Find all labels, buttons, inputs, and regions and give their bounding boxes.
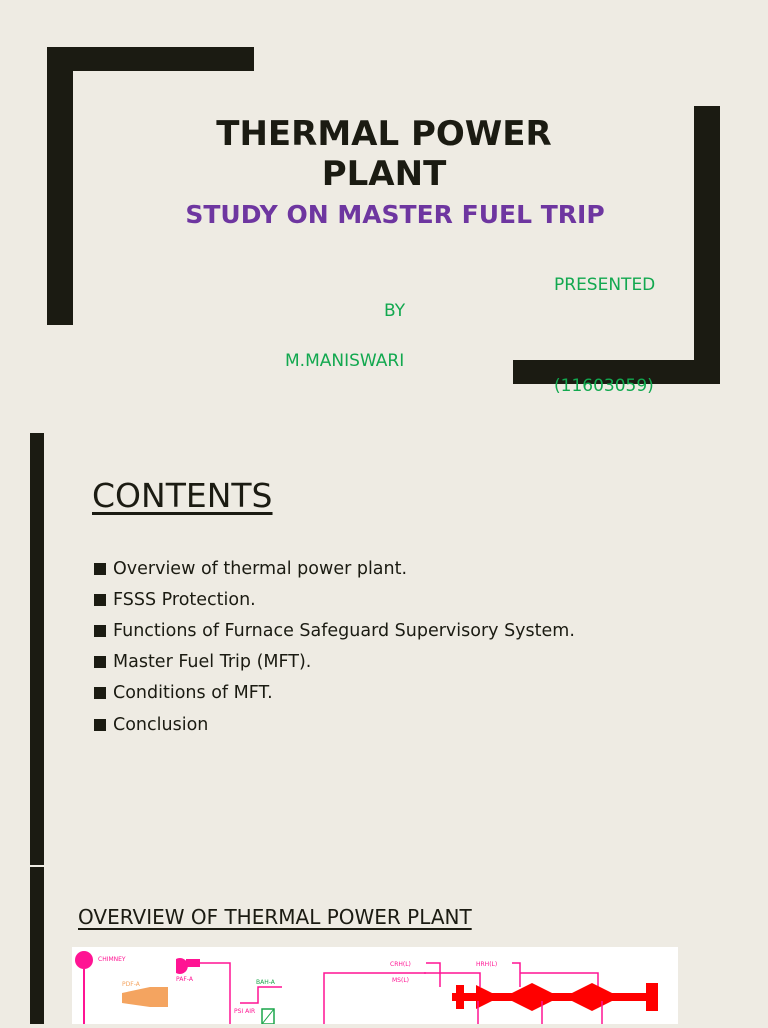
title-line-1: THERMAL POWER bbox=[216, 114, 552, 154]
ms-label: MS(L) bbox=[392, 977, 410, 984]
list-item bbox=[92, 647, 575, 678]
plant-diagram bbox=[72, 947, 678, 1024]
paf-duct-icon bbox=[186, 959, 200, 967]
list-item bbox=[92, 584, 575, 615]
title-line-2: PLANT bbox=[321, 154, 447, 194]
paf-line bbox=[200, 963, 230, 1024]
crh-label: CRH(L) bbox=[390, 961, 411, 968]
frame-top-left-vertical bbox=[47, 47, 73, 325]
bullet-square-icon bbox=[94, 719, 106, 731]
air-line bbox=[240, 987, 282, 1003]
list-item-text: Overview of thermal power plant. bbox=[113, 558, 408, 579]
lp-turbine-b-icon bbox=[592, 983, 620, 1011]
paf-label: PAF-A bbox=[176, 976, 193, 983]
pdf-label: PDF-A bbox=[122, 981, 140, 988]
left-accent-bar-2 bbox=[30, 867, 44, 1024]
bullet-square-icon bbox=[94, 563, 106, 575]
subtitle: STUDY ON MASTER FUEL TRIP bbox=[185, 200, 605, 229]
crh-line bbox=[426, 963, 440, 987]
list-item bbox=[92, 553, 575, 584]
ms-line bbox=[424, 973, 480, 987]
pdf-fan-icon bbox=[122, 987, 168, 1007]
ip-turbine-a-icon bbox=[504, 983, 532, 1011]
list-item bbox=[92, 678, 575, 709]
ip-turbine-b-icon bbox=[532, 983, 560, 1011]
bullet-square-icon bbox=[94, 656, 106, 668]
turbine-end-left bbox=[456, 985, 464, 1009]
generator-icon bbox=[646, 983, 658, 1011]
overview-heading: OVERVIEW OF THERMAL POWER PLANT bbox=[78, 905, 472, 929]
lp-turbine-a-icon bbox=[564, 983, 592, 1011]
plant-diagram-svg bbox=[72, 947, 678, 1024]
list-item-text: Conclusion bbox=[113, 714, 209, 735]
presented-label: PRESENTED bbox=[554, 275, 656, 295]
by-label: BY bbox=[384, 301, 406, 321]
frame-bottom-right-vertical bbox=[694, 106, 720, 384]
chimney-label: CHIMNEY bbox=[98, 956, 126, 963]
list-item-text: Conditions of MFT. bbox=[113, 683, 273, 704]
bah-label: BAH-A bbox=[256, 979, 275, 986]
hrh-label: HRH(L) bbox=[476, 961, 498, 968]
hp-turbine-icon bbox=[476, 985, 500, 1009]
bah-hatch bbox=[262, 1009, 274, 1024]
left-accent-bar bbox=[30, 433, 44, 865]
turbine-feed-line bbox=[324, 973, 426, 1024]
presenter-name: M.MANISWARI bbox=[285, 351, 405, 371]
list-item bbox=[92, 709, 575, 740]
list-item-text: Functions of Furnace Safeguard Supervisory System. bbox=[113, 620, 575, 641]
list-item-text: Master Fuel Trip (MFT). bbox=[113, 652, 312, 673]
contents-heading: CONTENTS bbox=[92, 476, 273, 515]
presenter-id: (11603059) bbox=[554, 376, 654, 396]
list-item bbox=[92, 615, 575, 646]
psi-air-label: PSI AIR bbox=[234, 1008, 256, 1015]
contents-list bbox=[92, 553, 575, 740]
chimney-icon bbox=[75, 951, 93, 969]
bullet-square-icon bbox=[94, 625, 106, 637]
bullet-square-icon bbox=[94, 594, 106, 606]
page-title bbox=[150, 114, 618, 194]
frame-top-left-horizontal bbox=[47, 47, 254, 71]
list-item-text: FSSS Protection. bbox=[113, 589, 256, 610]
hrh-line bbox=[512, 963, 520, 987]
bullet-square-icon bbox=[94, 687, 106, 699]
